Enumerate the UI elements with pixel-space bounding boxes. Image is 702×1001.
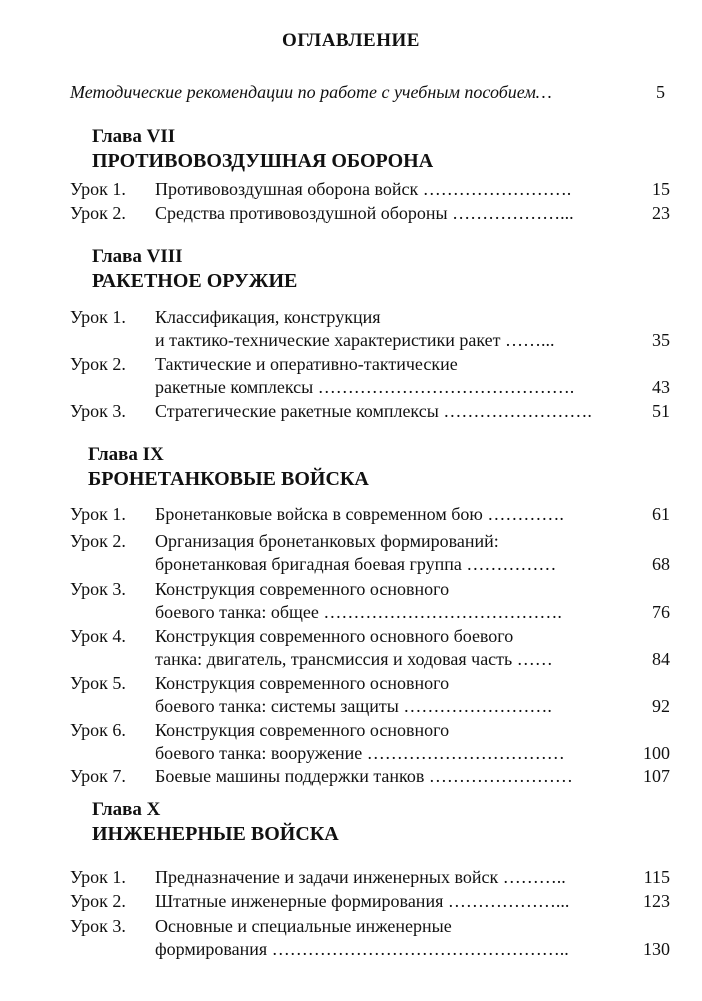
lesson-title-line: Боевые машины поддержки танков ……………………	[155, 766, 573, 786]
toc-entry[interactable]	[70, 915, 670, 961]
lesson-page-number: 92	[652, 696, 670, 716]
lesson-page-number: 100	[643, 743, 670, 763]
lesson-label: Урок 1.	[70, 867, 126, 887]
lesson-title-line: Конструкция современного основного	[155, 579, 450, 599]
lesson-label: Урок 2.	[70, 354, 126, 374]
lesson-label: Урок 3.	[70, 579, 126, 599]
toc-entry[interactable]	[70, 353, 670, 399]
lesson-title-line: Классификация, конструкция	[155, 307, 381, 327]
chapter-heading	[92, 798, 339, 846]
lesson-page-number: 130	[643, 939, 670, 959]
lesson-label: Урок 2.	[70, 891, 126, 911]
lesson-label: Урок 3.	[70, 401, 126, 421]
toc-entry[interactable]	[70, 719, 670, 765]
chapter-heading	[92, 125, 433, 173]
lesson-title	[155, 400, 625, 423]
toc-entry[interactable]	[70, 866, 670, 889]
chapter-label: Глава VIII	[92, 246, 183, 267]
lesson-title	[155, 672, 625, 718]
lesson-title	[155, 178, 625, 201]
lesson-title-line: Средства противовоздушной обороны ………………...	[155, 203, 574, 223]
chapter-title: ИНЖЕНЕРНЫЕ ВОЙСКА	[92, 823, 339, 845]
lesson-page-number: 23	[652, 203, 670, 223]
lesson-label: Урок 5.	[70, 673, 126, 693]
lesson-label: Урок 2.	[70, 203, 126, 223]
lesson-title	[155, 578, 625, 624]
chapter-title: ПРОТИВОВОЗДУШНАЯ ОБОРОНА	[92, 150, 434, 172]
lesson-page-number: 123	[643, 891, 670, 911]
lesson-title	[155, 353, 625, 399]
lesson-title	[155, 503, 625, 526]
lesson-page-number: 43	[652, 377, 670, 397]
lesson-title-line: Конструкция современного основного	[155, 673, 450, 693]
lesson-title	[155, 202, 625, 225]
lesson-label: Урок 1.	[70, 504, 126, 524]
lesson-title-line: Основные и специальные инженерные	[155, 916, 452, 936]
lesson-page-number: 51	[652, 401, 670, 421]
lesson-label: Урок 1.	[70, 179, 126, 199]
toc-entry[interactable]	[70, 530, 670, 576]
chapter-title: РАКЕТНОЕ ОРУЖИЕ	[92, 270, 298, 292]
chapter-heading	[88, 443, 369, 491]
toc-entry[interactable]	[70, 672, 670, 718]
lesson-title-line: Стратегические ракетные комплексы …………………….	[155, 401, 592, 421]
lesson-title-line: боевого танка: общее ………………………………….	[155, 602, 562, 622]
lesson-page-number: 35	[652, 330, 670, 350]
lesson-title	[155, 625, 625, 671]
lesson-title-line: Штатные инженерные формирования ………………...	[155, 891, 570, 911]
lesson-title-line: формирования …………………………………………..	[155, 939, 569, 959]
chapter-label: Глава X	[92, 799, 161, 820]
lesson-title-line: танка: двигатель, трансмиссия и ходовая часть ……	[155, 649, 553, 669]
lesson-title-line: Организация бронетанковых формирований:	[155, 531, 499, 551]
lesson-title-line: Конструкция современного основного	[155, 720, 450, 740]
toc-entry[interactable]	[70, 625, 670, 671]
toc-entry[interactable]	[70, 765, 670, 788]
toc-entry[interactable]	[70, 503, 670, 526]
lesson-label: Урок 1.	[70, 307, 126, 327]
lesson-label: Урок 2.	[70, 531, 126, 551]
lesson-title	[155, 890, 625, 913]
lesson-label: Урок 4.	[70, 626, 126, 646]
lesson-title	[155, 306, 625, 352]
lesson-page-number: 115	[643, 867, 670, 887]
toc-title: ОГЛАВЛЕНИЕ	[282, 30, 420, 51]
lesson-title-line: Конструкция современного основного боевого	[155, 626, 514, 646]
toc-entry[interactable]	[70, 178, 670, 201]
lesson-title	[155, 719, 625, 765]
lesson-page-number: 84	[652, 649, 670, 669]
lesson-page-number: 15	[652, 179, 670, 199]
toc-entry[interactable]	[70, 890, 670, 913]
toc-entry[interactable]	[70, 400, 670, 423]
lesson-page-number: 76	[652, 602, 670, 622]
lesson-title-line: боевого танка: системы защиты …………………….	[155, 696, 552, 716]
lesson-title	[155, 915, 625, 961]
lesson-title-line: Противовоздушная оборона войск …………………….	[155, 179, 572, 199]
lesson-page-number: 107	[643, 766, 670, 786]
intro-entry-text[interactable]: Методические рекомендации по работе с учебным пособием…	[70, 82, 552, 102]
toc-entry[interactable]	[70, 202, 670, 225]
lesson-title-line: боевого танка: вооружение ……………………………	[155, 743, 565, 763]
lesson-title	[155, 530, 625, 576]
lesson-label: Урок 6.	[70, 720, 126, 740]
lesson-title-line: Тактические и оперативно-тактические	[155, 354, 458, 374]
chapter-label: Глава VII	[92, 126, 176, 147]
lesson-label: Урок 7.	[70, 766, 126, 786]
lesson-page-number: 61	[652, 504, 670, 524]
toc-entry[interactable]	[70, 306, 670, 352]
lesson-page-number: 68	[652, 554, 670, 574]
lesson-title-line: бронетанковая бригадная боевая группа ……………	[155, 554, 557, 574]
chapter-heading	[92, 245, 297, 293]
lesson-label: Урок 3.	[70, 916, 126, 936]
lesson-title-line: и тактико-технические характеристики ракет ……...	[155, 330, 555, 350]
chapter-label: Глава IX	[88, 444, 164, 465]
chapter-title: БРОНЕТАНКОВЫЕ ВОЙСКА	[88, 468, 369, 490]
lesson-title-line: Бронетанковые войска в современном бою ………….	[155, 504, 564, 524]
lesson-title	[155, 866, 625, 889]
toc-entry[interactable]	[70, 578, 670, 624]
lesson-title-line: ракетные комплексы …………………………………….	[155, 377, 575, 397]
intro-entry-page: 5	[656, 82, 665, 102]
lesson-title-line: Предназначение и задачи инженерных войск ………..	[155, 867, 566, 887]
lesson-title	[155, 765, 625, 788]
